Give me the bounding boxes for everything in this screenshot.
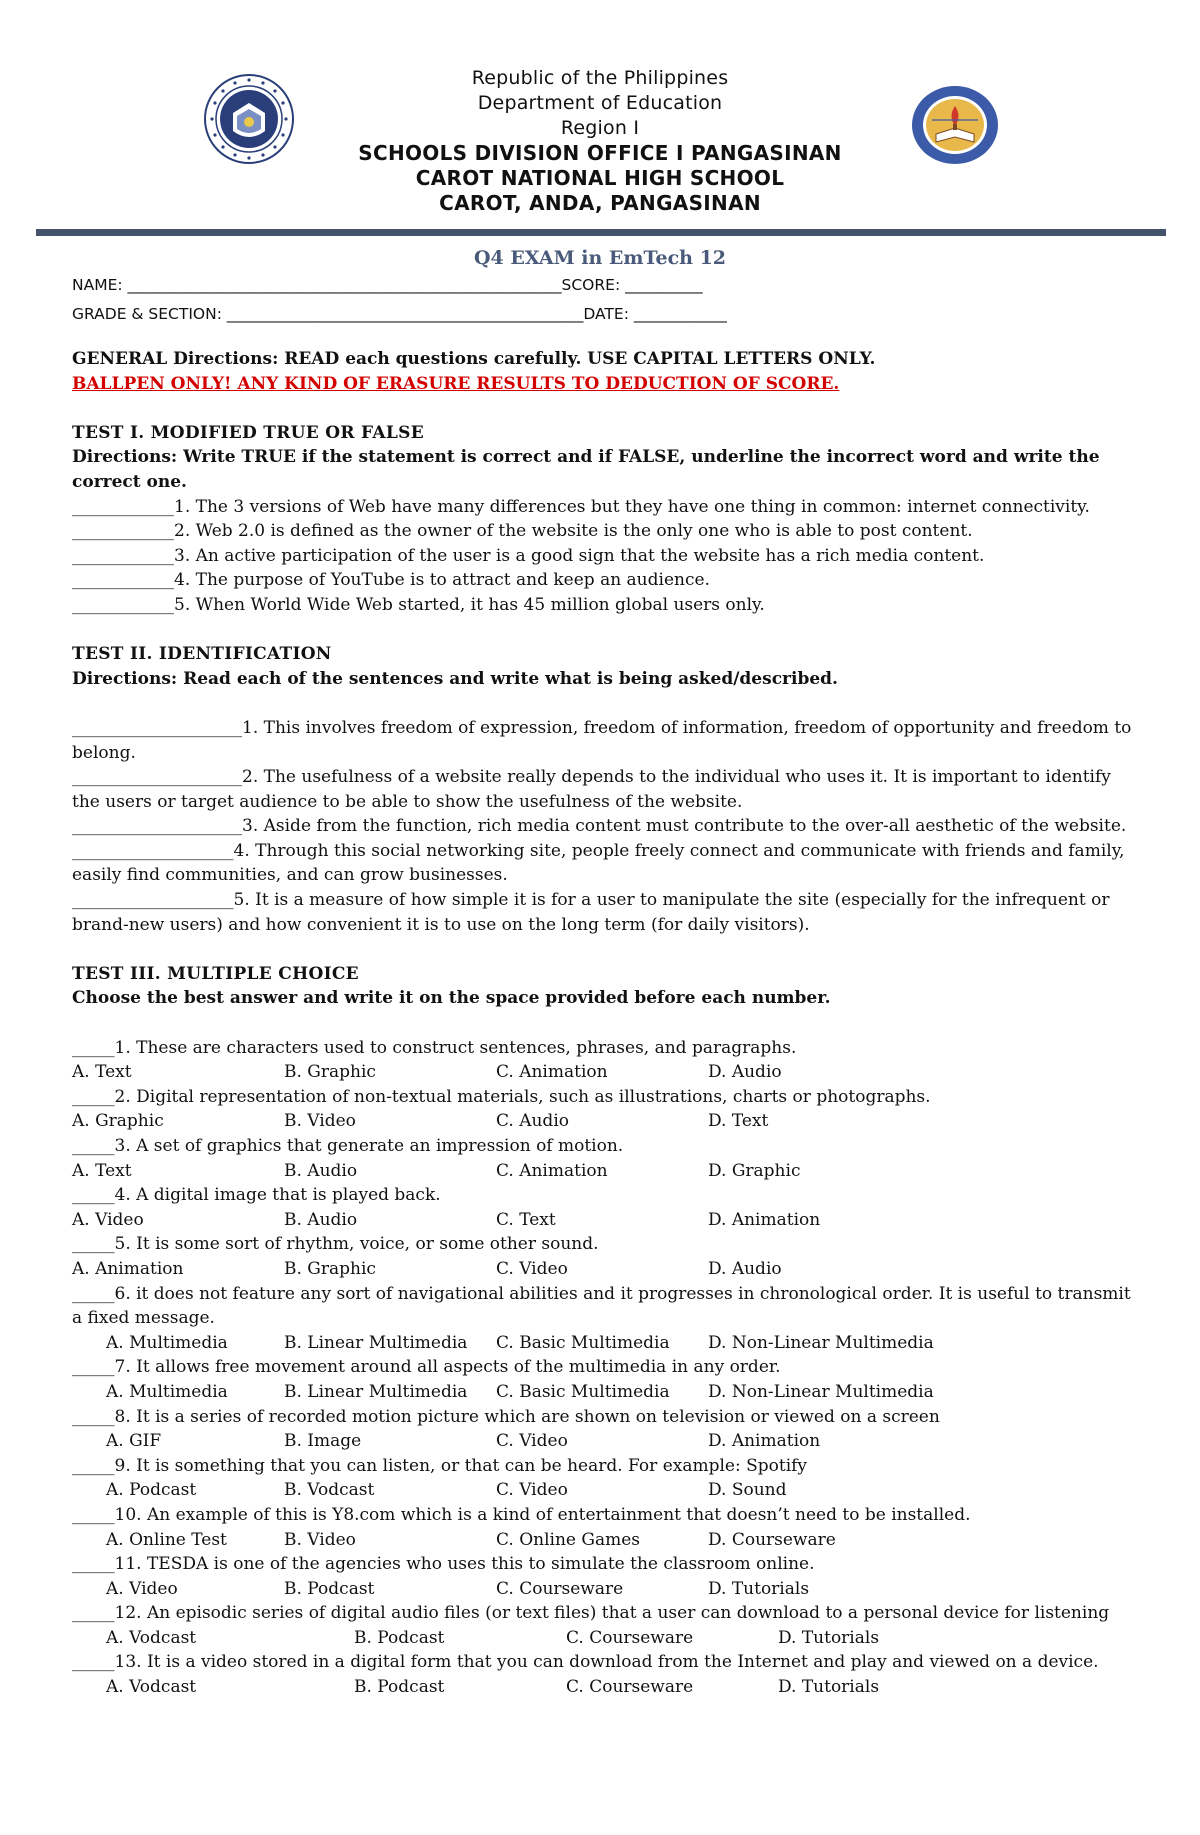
test1-item: ____________5. When World Wide Web started, it has 45 million global users only. [72,594,765,615]
mc-question: _____9. It is something that you can listen, or that can be heard. For example: Spotify [72,1455,808,1476]
mc-question: _____6. it does not feature any sort of navigational abilities and it progresses in chronological order. It is useful to transmit a fixed message. [72,1283,1131,1329]
erasure-warning: BALLPEN ONLY! ANY KIND OF ERASURE RESULTS TO DEDUCTION OF SCORE. [72,373,840,394]
test1-directions: Directions: Write TRUE if the statement is correct and if FALSE, underline the incorrect word and write the correct one. [72,447,1100,492]
choice-a: A. Text [72,1062,132,1083]
choice-b: B. Video [284,1529,356,1550]
choice-d: D. Animation [708,1431,821,1452]
choice-d: D. Non-Linear Multimedia [708,1332,934,1353]
choice-b: B. Audio [284,1160,358,1181]
general-directions: GENERAL Directions: READ each questions carefully. USE CAPITAL LETTERS ONLY. [72,349,876,369]
header-department: Department of Education [477,92,723,114]
choice-b: B. Linear Multimedia [284,1332,468,1353]
choice-b: B. Audio [284,1209,358,1230]
test1-item: ____________1. The 3 versions of Web have many differences but they have one thing in common: internet connectivity. [72,496,1090,517]
mc-question: _____7. It allows free movement around all aspects of the multimedia in any order. [72,1357,781,1378]
test1-heading: TEST I. MODIFIED TRUE OR FALSE [72,422,424,443]
choice-d: D. Sound [708,1480,787,1501]
choice-a: A. Text [72,1160,132,1181]
choice-c: C. Video [496,1431,568,1452]
choice-d: D. Text [708,1111,769,1132]
choice-c: C. Basic Multimedia [496,1332,670,1353]
choice-b: B. Podcast [354,1627,445,1648]
mc-question: _____3. A set of graphics that generate an impression of motion. [72,1136,624,1156]
choice-c: C. Online Games [496,1529,641,1550]
mc-choices [72,1626,1132,1651]
mc-question: _____12. An episodic series of digital audio files (or text files) that a user can download to a personal device for listening [72,1603,1110,1624]
choice-d: D. Audio [708,1062,782,1083]
mc-choices [72,1577,1132,1602]
choice-a: A. Animation [72,1258,184,1279]
mc-choices [72,1060,1132,1085]
choice-a: A. Vodcast [106,1627,197,1648]
mc-question: _____11. TESDA is one of the agencies who uses this to simulate the classroom online. [72,1554,815,1575]
test2-item: ___________________4. Through this social networking site, people freely connect and communicate with friends and family, easily find communities, and can grow businesses. [72,840,1125,886]
test2-item: ___________________5. It is a measure of how simple it is for a user to manipulate the site (especially for the infrequent or brand-new users) and how convenient it is to use on the long term (for daily visitors). [72,890,1110,935]
header-address: CAROT, ANDA, PANGASINAN [439,191,761,215]
mc-question: _____5. It is some sort of rhythm, voice, or some other sound. [72,1234,599,1255]
choice-c: C. Animation [496,1062,608,1083]
choice-d: D. Courseware [708,1529,836,1550]
mc-choices [72,1675,1132,1700]
choice-a: A. Multimedia [106,1381,228,1402]
choice-c: C. Courseware [566,1677,694,1698]
choice-b: B. Video [284,1111,356,1132]
test1-item: ____________2. Web 2.0 is defined as the owner of the website is the only one who is able to post content. [72,521,973,542]
choice-b: B. Image [284,1431,362,1452]
test1-item: ____________4. The purpose of YouTube is to attract and keep an audience. [72,570,710,591]
mc-choices [72,1208,1132,1233]
choice-a: A. GIF [106,1431,162,1452]
choice-a: A. Podcast [106,1480,197,1501]
choice-d: D. Graphic [708,1160,801,1181]
test2-item: ____________________3. Aside from the function, rich media content must contribute to the over-all aesthetic of the website. [72,816,1127,837]
test2-directions: Directions: Read each of the sentences and write what is being asked/described. [72,668,838,689]
mc-choices [72,1380,1132,1405]
choice-a: A. Video [106,1578,178,1599]
mc-choices [72,1429,1132,1454]
mc-question: _____2. Digital representation of non-textual materials, such as illustrations, charts or photographs. [72,1086,931,1107]
name-score-line[interactable]: NAME: ________________________________________________________SCORE: __________ [72,276,703,294]
test3-directions: Choose the best answer and write it on the space provided before each number. [72,988,831,1009]
header-divider [36,229,1166,236]
mc-question: _____10. An example of this is Y8.com which is a kind of entertainment that doesn’t need to be installed. [72,1504,971,1525]
mc-question: _____8. It is a series of recorded motion picture which are shown on television or viewed on a screen [72,1406,940,1427]
test1-item: ____________3. An active participation of the user is a good sign that the website has a rich media content. [72,545,985,566]
header-school: CAROT NATIONAL HIGH SCHOOL [415,166,785,190]
header-division: SCHOOLS DIVISION OFFICE I PANGASINAN [358,141,842,165]
mc-choices [72,1109,1132,1134]
choice-c: C. Text [496,1209,556,1230]
exam-title: Q4 EXAM in EmTech 12 [473,247,727,269]
choice-c: C. Video [496,1258,568,1279]
mc-choices [72,1159,1132,1184]
mc-question: _____13. It is a video stored in a digital form that you can download from the Internet and play and viewed on a device. [72,1652,1099,1673]
mc-choices [72,1257,1132,1282]
choice-b: B. Graphic [284,1258,376,1279]
choice-c: C. Courseware [496,1578,624,1599]
choice-d: D. Tutorials [708,1578,810,1599]
choice-c: C. Basic Multimedia [496,1381,670,1402]
choice-a: A. Vodcast [106,1677,197,1698]
mc-choices [72,1331,1132,1356]
choice-d: D. Animation [708,1209,821,1230]
choice-b: B. Linear Multimedia [284,1381,468,1402]
choice-a: A. Video [72,1209,144,1230]
grade-date-line[interactable]: GRADE & SECTION: ______________________________________________DATE: ____________ [72,305,727,323]
mc-choices [72,1528,1132,1553]
choice-b: B. Podcast [284,1578,375,1599]
header-republic: Republic of the Philippines [471,67,729,89]
mc-question: _____4. A digital image that is played back. [72,1185,441,1206]
letterhead [0,66,1200,216]
choice-b: B. Graphic [284,1062,376,1083]
test2-item: ____________________2. The usefulness of a website really depends to the individual who uses it. It is important to identify the users or target audience to be able to show the usefulness of the website. [72,767,1111,812]
test3-heading: TEST III. MULTIPLE CHOICE [72,963,359,984]
choice-d: D. Tutorials [778,1627,880,1648]
choice-c: C. Animation [496,1160,608,1181]
choice-d: D. Non-Linear Multimedia [708,1381,934,1402]
choice-c: C. Video [496,1480,568,1501]
choice-a: A. Online Test [106,1529,227,1550]
choice-d: D. Audio [708,1258,782,1279]
exam-body [72,347,1132,1700]
mc-question: _____1. These are characters used to construct sentences, phrases, and paragraphs. [72,1037,797,1058]
test2-item: ____________________1. This involves freedom of expression, freedom of information, freedom of opportunity and freedom to belong. [72,717,1132,763]
choice-c: C. Audio [496,1111,569,1132]
header-region: Region I [560,117,640,139]
choice-b: B. Podcast [354,1677,445,1698]
choice-d: D. Tutorials [778,1677,880,1698]
mc-choices [72,1478,1132,1503]
choice-a: A. Graphic [72,1111,164,1132]
test2-heading: TEST II. IDENTIFICATION [72,644,332,665]
choice-b: B. Vodcast [284,1480,375,1501]
choice-a: A. Multimedia [106,1332,228,1353]
choice-c: C. Courseware [566,1627,694,1648]
